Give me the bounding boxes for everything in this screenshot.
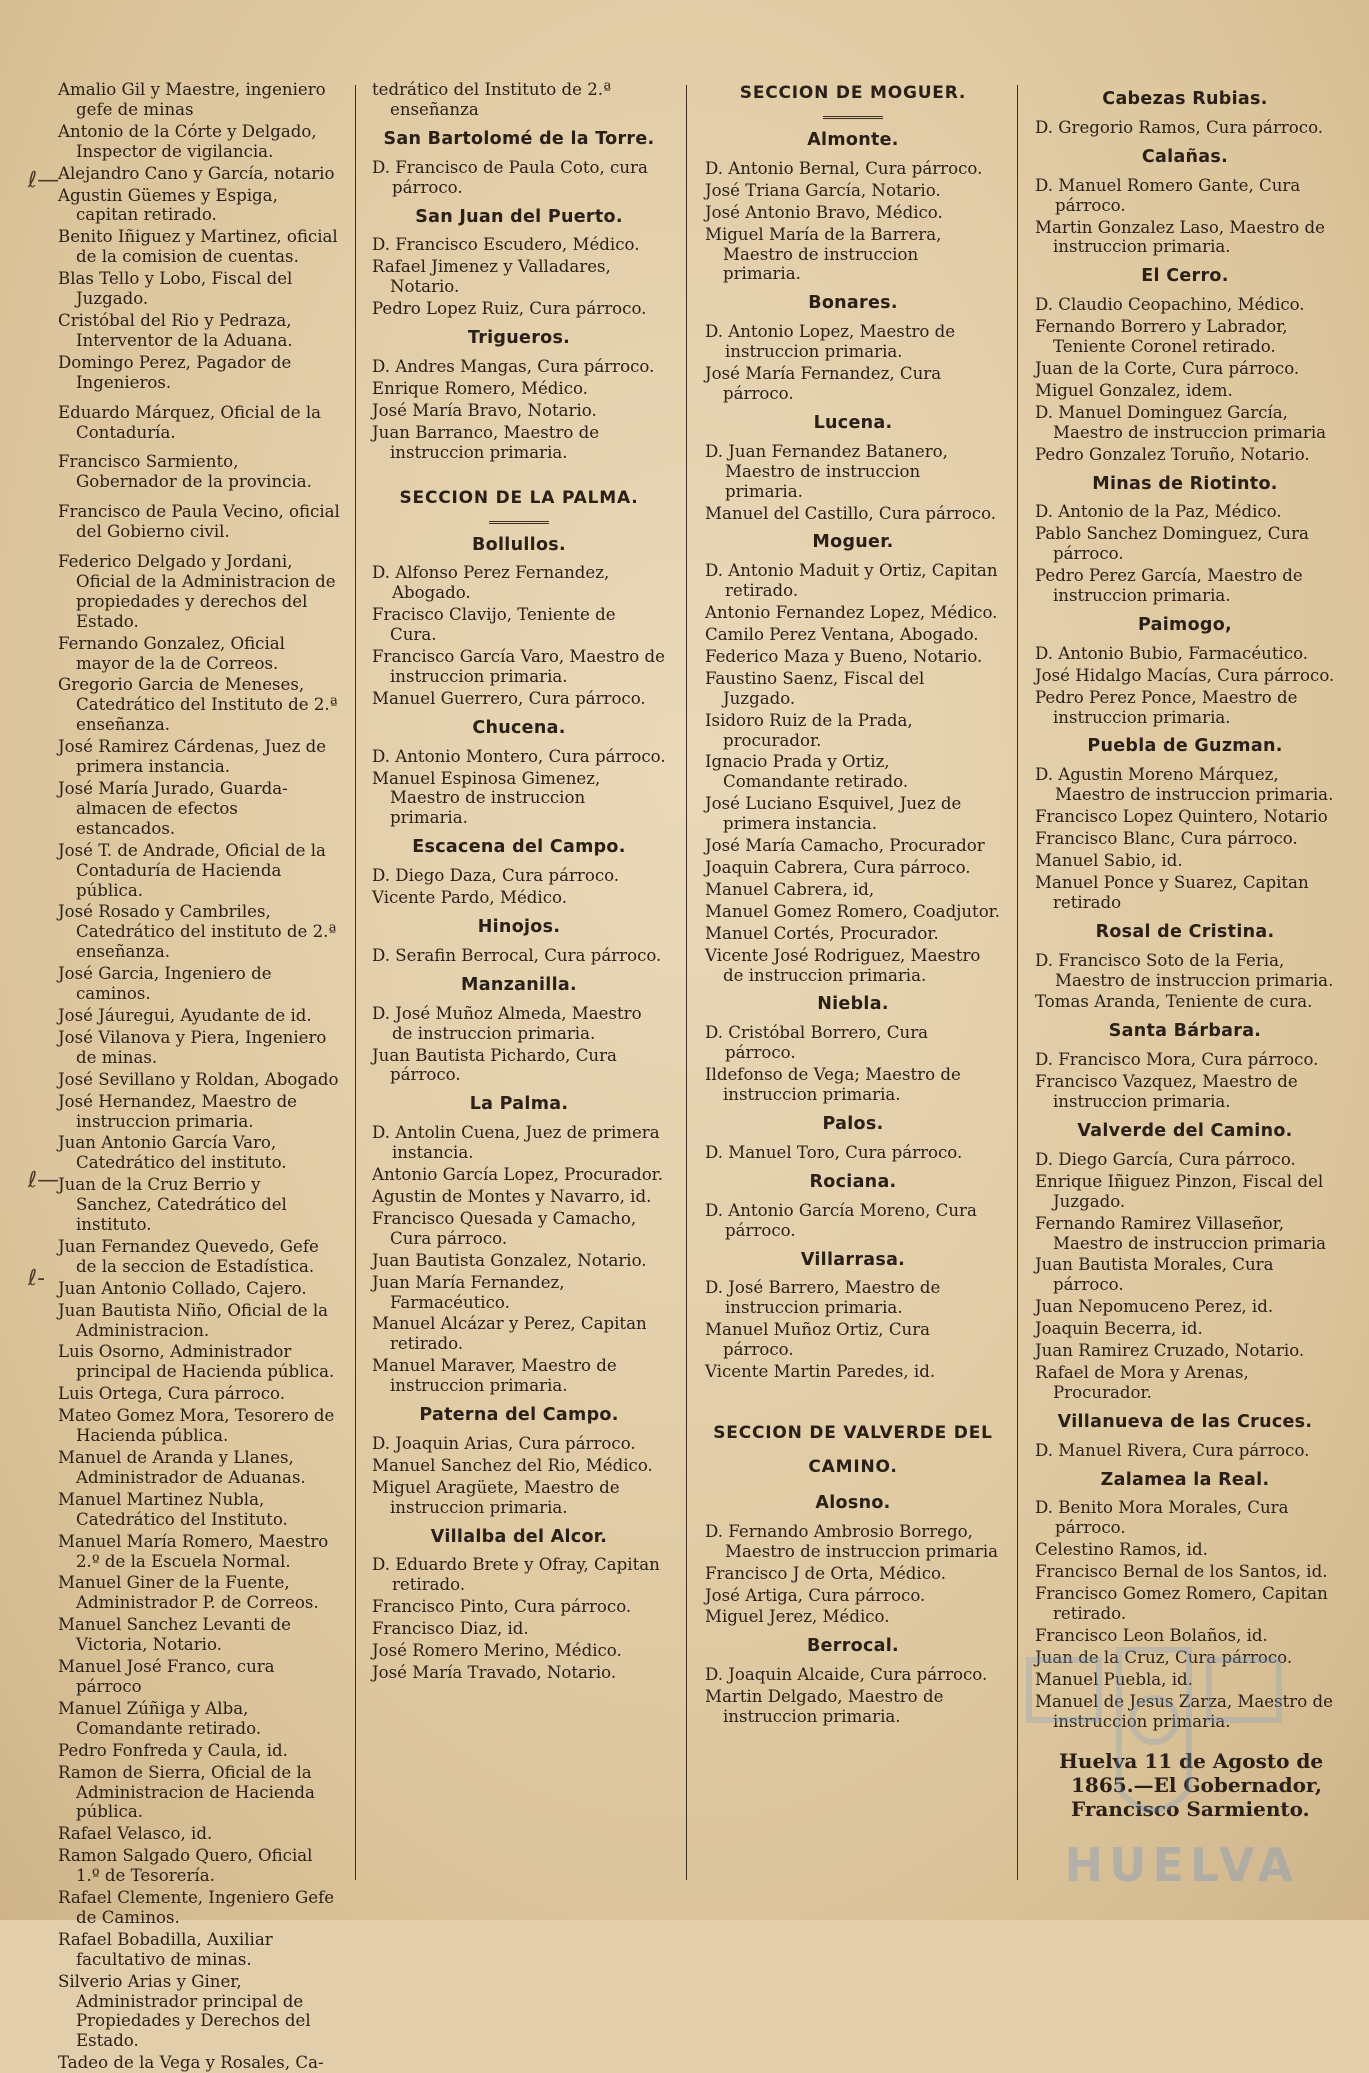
town-heading: Manzanilla. xyxy=(461,974,577,995)
list-entry: Miguel María de la Barrera, Maestro de instruccion primaria. xyxy=(705,224,942,284)
list-entry: Luis Osorno, Administrador principal de Hacienda pública. xyxy=(58,1342,335,1382)
list-entry: Ramon Salgado Quero, Oficial 1.º de Tesorería. xyxy=(58,1846,313,1886)
list-entry: Rafael Bobadilla, Auxiliar facultativo de minas. xyxy=(58,1929,273,1969)
list-entry: D. Joaquin Arias, Cura párroco. xyxy=(372,1433,636,1453)
list-entry: D. Agustin Moreno Márquez, Maestro de instruccion primaria. xyxy=(1035,765,1334,805)
list-entry: Miguel Jerez, Médico. xyxy=(705,1607,890,1627)
list-entry: Manuel de Aranda y Llanes, Administrador de Aduanas. xyxy=(58,1448,306,1487)
town-heading: Santa Bárbara. xyxy=(1108,1021,1262,1042)
list-entry: Luis Ortega, Cura párroco. xyxy=(58,1384,286,1404)
list-entry: Pedro Perez García, Maestro de instruccion primaria. xyxy=(1035,566,1303,606)
list-entry: Pedro Lopez Ruiz, Cura párroco. xyxy=(372,299,647,319)
town-heading: Valverde del Camino. xyxy=(1077,1120,1293,1141)
list-entry: D. Cristóbal Borrero, Cura párroco. xyxy=(705,1023,929,1063)
list-entry: Francisco de Paula Vecino, oficial del Gobierno civil. xyxy=(58,502,340,542)
list-entry: Manuel Sabio, id. xyxy=(1035,851,1183,870)
town-heading: Niebla. xyxy=(817,994,889,1015)
town-heading: Calañas. xyxy=(1141,146,1229,167)
list-entry: José Ramirez Cárdenas, Juez de primera instancia. xyxy=(58,737,327,777)
list-entry: Enrique Romero, Médico. xyxy=(372,378,588,398)
list-entry: D. Antonio Maduit y Ortiz, Capitan retirado. xyxy=(705,561,998,601)
list-entry: Juan de la Cruz, Cura párroco. xyxy=(1035,1647,1293,1667)
list-entry: Pedro Perez Ponce, Maestro de instruccion primaria. xyxy=(1035,687,1298,727)
list-entry: D. Antolin Cuena, Juez de primera instancia. xyxy=(372,1123,660,1163)
list-entry: D. Francisco de Paula Coto, cura párroco. xyxy=(372,157,648,197)
list-entry: José Vilanova y Piera, Ingeniero de minas. xyxy=(58,1027,327,1067)
town-heading: Lucena. xyxy=(813,412,893,433)
list-entry: D. Manuel Dominguez García, Maestro de instruccion primaria xyxy=(1035,402,1327,442)
list-entry: Juan Ramirez Cruzado, Notario. xyxy=(1035,1341,1305,1361)
list-entry: Fernando Gonzalez, Oficial mayor de la de Correos. xyxy=(58,633,285,673)
list-entry: Manuel Gomez Romero, Coadjutor. xyxy=(705,901,1001,921)
signature-line: Huelva 11 de Agosto de 1865.—El Gobernador, Francisco Sarmiento. xyxy=(1059,1749,1324,1822)
list-entry: Faustino Saenz, Fiscal del Juzgado. xyxy=(705,668,925,708)
column-1 xyxy=(58,80,340,2073)
list-entry: Antonio de la Córte y Delgado, Inspector de vigilancia. xyxy=(58,121,317,161)
town-heading: Hinojos. xyxy=(477,917,561,937)
town-heading: La Palma. xyxy=(469,1094,569,1115)
section-heading-valverde: SECCION DE VALVERDE DEL CAMINO. xyxy=(713,1422,993,1477)
list-entry: Juan Bautista Morales, Cura párroco. xyxy=(1035,1255,1274,1295)
column-2 xyxy=(372,80,666,1920)
column-rule xyxy=(355,85,356,1880)
town-heading: Minas de Riotinto. xyxy=(1092,473,1278,494)
list-entry: D. Alfonso Perez Fernandez, Abogado. xyxy=(372,563,610,603)
list-entry: Manuel Sanchez Levanti de Victoria, Notario. xyxy=(58,1615,291,1655)
list-entry: Manuel Espinosa Gimenez, Maestro de instruccion primaria. xyxy=(372,768,601,828)
list-entry: Manuel Maraver, Maestro de instruccion primaria. xyxy=(372,1356,617,1396)
town-heading: Villalba del Alcor. xyxy=(430,1526,608,1547)
list-entry: Rafael Clemente, Ingeniero Gefe de Caminos. xyxy=(58,1888,335,1927)
list-entry: Juan Nepomuceno Perez, id. xyxy=(1035,1297,1274,1317)
town-heading: El Cerro. xyxy=(1141,266,1229,287)
column-3 xyxy=(705,80,1001,1920)
list-entry: Francisco Pinto, Cura párroco. xyxy=(372,1597,632,1617)
list-entry: Miguel Gonzalez, idem. xyxy=(1035,380,1233,400)
list-entry: José Antonio Bravo, Médico. xyxy=(705,202,943,222)
town-heading: Bonares. xyxy=(808,293,898,314)
list-entry: José María Travado, Notario. xyxy=(372,1663,617,1682)
list-entry: D. Antonio García Moreno, Cura párroco. xyxy=(705,1200,977,1240)
list-entry: D. Antonio Lopez, Maestro de instruccion primaria. xyxy=(705,322,956,362)
list-entry: D. Francisco Mora, Cura párroco. xyxy=(1035,1050,1319,1070)
column-rule xyxy=(1017,85,1018,1880)
town-list xyxy=(1035,90,1335,1731)
list-entry: Francisco Diaz, id. xyxy=(372,1619,529,1639)
town-list xyxy=(372,130,666,463)
list-entry: Manuel de Jesus Zarza, Maestro de instruccion primaria. xyxy=(1035,1691,1333,1731)
list-entry: Manuel Puebla, id. xyxy=(1035,1669,1193,1689)
town-heading: Rociana. xyxy=(809,1171,897,1192)
list-entry: Manuel Cortés, Procurador. xyxy=(705,923,939,943)
list-entry: Ignacio Prada y Ortiz, Comandante retirado. xyxy=(705,752,909,792)
town-list xyxy=(705,131,1001,1382)
list-entry: Manuel Ponce y Suarez, Capitan retirado xyxy=(1035,872,1309,912)
town-list xyxy=(705,1494,1001,1727)
list-entry: Benito Iñiguez y Martinez, oficial de la comision de cuentas. xyxy=(58,227,338,267)
list-entry: José María Jurado, Guarda-almacen de efectos estancados. xyxy=(58,779,288,838)
list-entry: Manuel Giner de la Fuente, Administrador P. de Correos. xyxy=(58,1573,319,1613)
list-entry: D. Andres Mangas, Cura párroco. xyxy=(372,356,655,376)
list-entry: Manuel Cabrera, id, xyxy=(705,879,875,899)
list-entry: D. Joaquin Alcaide, Cura párroco. xyxy=(705,1665,988,1685)
list-entry: Martin Gonzalez Laso, Maestro de instruccion primaria. xyxy=(1035,217,1325,257)
list-entry: D. José Barrero, Maestro de instruccion primaria. xyxy=(705,1278,941,1318)
list-entry: D. Antonio Montero, Cura párroco. xyxy=(372,746,666,766)
section-heading-la-palma: SECCION DE LA PALMA. xyxy=(399,487,639,508)
list-entry: Manuel del Castillo, Cura párroco. xyxy=(705,503,997,523)
list-entry: Ildefonso de Vega; Maestro de instruccion primaria. xyxy=(705,1065,961,1105)
town-heading: Alosno. xyxy=(815,1492,891,1513)
list-entry: Miguel Aragüete, Maestro de instruccion primaria. xyxy=(372,1477,620,1517)
list-entry: José Luciano Esquivel, Juez de primera instancia. xyxy=(705,794,962,834)
list-entry: Alejandro Cano y García, notario xyxy=(58,163,335,183)
list-entry: Vicente José Rodriguez, Maestro de instruccion primaria. xyxy=(705,945,981,985)
list-entry: Isidoro Ruiz de la Prada, procurador. xyxy=(705,710,913,750)
list-entry: Juan María Fernandez, Farmacéutico. xyxy=(372,1272,565,1312)
list-entry: Juan Barranco, Maestro de instruccion primaria. xyxy=(372,422,600,462)
list-entry: Eduardo Márquez, Oficial de la Contaduría. xyxy=(58,402,322,442)
list-entry: Ramon de Sierra, Oficial de la Administracion de Hacienda pública. xyxy=(58,1762,315,1822)
town-heading: Trigueros. xyxy=(467,328,571,349)
list-entry: Pedro Gonzalez Toruño, Notario. xyxy=(1035,444,1310,464)
list-entry: D. Fernando Ambrosio Borrego, Maestro de instruccion primaria xyxy=(705,1521,999,1561)
town-list xyxy=(372,536,666,1683)
section-divider xyxy=(823,116,883,119)
list-entry: Vicente Martin Paredes, id. xyxy=(705,1362,936,1382)
list-entry: Pablo Sanchez Dominguez, Cura párroco. xyxy=(1035,524,1309,564)
list-entry: D. Benito Mora Morales, Cura párroco. xyxy=(1035,1498,1289,1538)
list-entry: Fernando Ramirez Villaseñor, Maestro de instruccion primaria xyxy=(1035,1213,1327,1253)
watermark-text: HUELVA xyxy=(1064,1838,1299,1892)
list-entry: Amalio Gil y Maestre, ingeniero gefe de minas xyxy=(58,80,326,119)
list-entry: Manuel Martinez Nubla, Catedrático del Instituto. xyxy=(58,1489,288,1529)
list-entry: Manuel Muñoz Ortiz, Cura párroco. xyxy=(705,1320,931,1360)
town-heading: Paterna del Campo. xyxy=(419,1405,619,1426)
list-entry: Juan Bautista Pichardo, Cura párroco. xyxy=(372,1045,617,1085)
list-entry: D. Antonio de la Paz, Médico. xyxy=(1035,502,1282,522)
list-entry: D. Claudio Ceopachino, Médico. xyxy=(1035,295,1305,315)
list-entry: Joaquin Becerra, id. xyxy=(1035,1319,1203,1339)
list-entry: D. Manuel Toro, Cura párroco. xyxy=(705,1142,963,1162)
list-entry: Juan de la Corte, Cura párroco. xyxy=(1035,358,1300,378)
list-entry: Manuel Sanchez del Rio, Médico. xyxy=(372,1455,653,1475)
list-entry: Domingo Perez, Pagador de Ingenieros. xyxy=(58,352,292,392)
town-heading: Villarrasa. xyxy=(800,1249,906,1270)
list-entry: Francisco Gomez Romero, Capitan retirado. xyxy=(1035,1584,1328,1623)
town-heading: Chucena. xyxy=(472,717,566,738)
town-heading: Rosal de Cristina. xyxy=(1095,921,1275,942)
list-entry: Enrique Iñiguez Pinzon, Fiscal del Juzgado. xyxy=(1035,1171,1324,1211)
list-entry: Francisco Quesada y Camacho, Cura párroco. xyxy=(372,1208,637,1248)
list-entry: Francisco Sarmiento, Gobernador de la provincia. xyxy=(58,452,312,492)
list-entry: Juan Bautista Gonzalez, Notario. xyxy=(372,1250,647,1270)
list-entry: Francisco Lopez Quintero, Notario xyxy=(1035,807,1328,827)
list-entry: Manuel María Romero, Maestro 2.º de la Escuela Normal. xyxy=(58,1531,329,1571)
list-entry: Blas Tello y Lobo, Fiscal del Juzgado. xyxy=(58,269,293,309)
list-entry: Pedro Fonfreda y Caula, id. xyxy=(58,1740,288,1760)
list-entry: Rafael de Mora y Arenas, Procurador. xyxy=(1035,1362,1249,1402)
margin-mark: ℓ- xyxy=(28,1266,46,1291)
section-heading-moguer: SECCION DE MOGUER. xyxy=(739,83,967,103)
list-entry: D. Manuel Romero Gante, Cura párroco. xyxy=(1035,175,1301,215)
list-entry: José Sevillano y Roldan, Abogado xyxy=(58,1069,339,1089)
town-heading: San Bartolomé de la Torre. xyxy=(383,128,655,149)
list-entry: José Hernandez, Maestro de instruccion primaria. xyxy=(58,1091,298,1131)
list-entry: Francisco Bernal de los Santos, id. xyxy=(1035,1562,1328,1582)
list-entry: Juan Antonio Collado, Cajero. xyxy=(58,1278,307,1298)
list-entry: Vicente Pardo, Médico. xyxy=(372,888,567,908)
list-entry: D. Juan Fernandez Batanero, Maestro de instruccion primaria. xyxy=(705,441,948,501)
list-entry: D. Manuel Rivera, Cura párroco. xyxy=(1035,1440,1310,1460)
list-entry: Camilo Perez Ventana, Abogado. xyxy=(705,625,979,645)
list-entry: Juan Fernandez Quevedo, Gefe de la seccion de Estadística. xyxy=(58,1236,319,1276)
list-entry: Francisco J de Orta, Médico. xyxy=(705,1563,946,1583)
town-heading: Zalamea la Real. xyxy=(1100,1469,1270,1490)
list-entry: Mateo Gomez Mora, Tesorero de Hacienda pública. xyxy=(58,1406,335,1446)
list-entry: José T. de Andrade, Oficial de la Contaduría de Hacienda pública. xyxy=(58,840,326,900)
list-entry: Agustin Güemes y Espiga, capitan retirado. xyxy=(58,185,278,225)
list-entry: Federico Maza y Bueno, Notario. xyxy=(705,646,983,666)
town-heading: Berrocal. xyxy=(806,1636,900,1657)
list-entry: Tomas Aranda, Teniente de cura. xyxy=(1035,992,1313,1012)
town-heading: Almonte. xyxy=(807,130,899,150)
list-entry: Antonio García Lopez, Procurador. xyxy=(372,1165,664,1185)
list-entry: José Romero Merino, Médico. xyxy=(372,1641,622,1661)
list-entry: José María Fernandez, Cura párroco. xyxy=(705,364,942,403)
list-entry: Joaquin Cabrera, Cura párroco. xyxy=(705,858,971,877)
margin-mark: ℓ— xyxy=(28,1168,60,1193)
list-entry: José Hidalgo Macías, Cura párroco. xyxy=(1035,665,1335,685)
list-entry: Juan Antonio García Varo, Catedrático del instituto. xyxy=(58,1133,287,1173)
margin-mark: ℓ— xyxy=(28,168,60,193)
list-entry: José Jáuregui, Ayudante de id. xyxy=(58,1005,312,1025)
list-entry: D. Antonio Bubio, Farmacéutico. xyxy=(1035,643,1309,663)
town-heading: Palos. xyxy=(822,1113,884,1134)
list-entry: Manuel Alcázar y Perez, Capitan retirado. xyxy=(372,1314,647,1354)
list-entry: D. Serafin Berrocal, Cura párroco. xyxy=(372,945,662,965)
list-entry: D. José Muñoz Almeda, Maestro de instruccion primaria. xyxy=(372,1003,642,1043)
list-entry: D. Antonio Bernal, Cura párroco. xyxy=(705,158,983,178)
list-entry: Fracisco Clavijo, Teniente de Cura. xyxy=(372,605,616,645)
list-entry: D. Francisco Escudero, Médico. xyxy=(372,235,640,255)
town-heading: Moguer. xyxy=(812,532,894,553)
town-heading: Puebla de Guzman. xyxy=(1087,736,1283,757)
list-entry: Manuel José Franco, cura párroco xyxy=(58,1657,275,1696)
list-entry: José Triana García, Notario. xyxy=(705,180,941,200)
list-entry: Francisco Vazquez, Maestro de instruccion primaria. xyxy=(1035,1072,1298,1112)
town-heading: Paimogo, xyxy=(1137,614,1233,635)
list-entry: Manuel Zúñiga y Alba, Comandante retirado. xyxy=(58,1698,262,1738)
list-entry: José María Bravo, Notario. xyxy=(372,400,597,420)
list-entry: D. Eduardo Brete y Ofray, Capitan retirado. xyxy=(372,1555,660,1595)
column-rule xyxy=(686,85,687,1880)
list-entry: Francisco García Varo, Maestro de instruccion primaria. xyxy=(372,647,665,686)
list-entry: D. Francisco Soto de la Feria, Maestro de instruccion primaria. xyxy=(1035,950,1334,990)
town-heading: Villanueva de las Cruces. xyxy=(1057,1411,1313,1432)
continuation-text: tedrático del Instituto de 2.ª enseñanza xyxy=(372,80,611,119)
list-entry: Francisco Leon Bolaños, id. xyxy=(1035,1625,1268,1645)
list-entry: D. Gregorio Ramos, Cura párroco. xyxy=(1035,117,1324,137)
list-entry: Tadeo de la Vega y Rosales, Ca- xyxy=(58,2053,324,2073)
list-entry: José Artiga, Cura párroco. xyxy=(705,1585,926,1605)
list-entry: Celestino Ramos, id. xyxy=(1035,1540,1208,1560)
list-entry: José Rosado y Cambriles, Catedrático del instituto de 2.ª enseñanza. xyxy=(58,902,337,962)
list-entry: Cristóbal del Rio y Pedraza, Interventor de la Aduana. xyxy=(58,310,293,350)
list-entry: Fernando Borrero y Labrador, Teniente Coronel retirado. xyxy=(1035,317,1288,357)
list-entry: Rafael Jimenez y Valladares, Notario. xyxy=(372,257,611,297)
list-entry: Francisco Blanc, Cura párroco. xyxy=(1035,829,1298,849)
section-divider xyxy=(489,521,549,524)
list-entry: Agustin de Montes y Navarro, id. xyxy=(372,1186,652,1206)
list-entry: D. Diego García, Cura párroco. xyxy=(1035,1149,1296,1169)
list-entry: Juan Bautista Niño, Oficial de la Administracion. xyxy=(58,1300,329,1340)
list-entry: José María Camacho, Procurador xyxy=(705,836,985,856)
list-entry: Manuel Guerrero, Cura párroco. xyxy=(372,688,646,708)
list-entry: Gregorio Garcia de Meneses, Catedrático del Instituto de 2.ª enseñanza. xyxy=(58,675,338,735)
list-entry: D. Diego Daza, Cura párroco. xyxy=(372,866,620,886)
town-heading: Bollullos. xyxy=(472,534,566,555)
town-heading: San Juan del Puerto. xyxy=(415,206,623,227)
list-entry: Federico Delgado y Jordani, Oficial de la Administracion de propiedades y derechos del Estado. xyxy=(58,552,336,631)
list-entry: Juan de la Cruz Berrio y Sanchez, Catedrático del instituto. xyxy=(58,1175,287,1235)
list-entry: Martin Delgado, Maestro de instruccion primaria. xyxy=(705,1687,944,1727)
list-entry: Antonio Fernandez Lopez, Médico. xyxy=(705,603,998,623)
list-entry: Rafael Velasco, id. xyxy=(58,1824,213,1844)
town-heading: Cabezas Rubias. xyxy=(1102,89,1268,109)
list-entry: Silverio Arias y Giner, Administrador principal de Propiedades y Derechos del Estado. xyxy=(58,1971,311,2051)
list-entry: José Garcia, Ingeniero de caminos. xyxy=(58,964,272,1004)
town-heading: Escacena del Campo. xyxy=(412,837,626,858)
